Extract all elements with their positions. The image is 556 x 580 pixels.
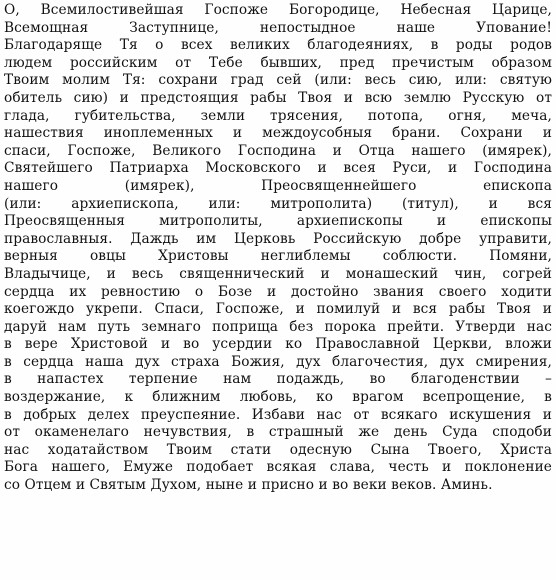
prayer-line: Преосвященныя митрополиты, архиепископы и епископы	[4, 213, 552, 230]
prayer-line: обитель сию) и предстоящия рабы Твоя и всю землю Русскую от	[4, 89, 552, 106]
prayer-line-final: со Отцем и Святым Духом, ныне и присно и во веки веков. Аминь.	[4, 477, 493, 494]
prayer-line: спаси, Госпоже, Великого Господина и Отца нашего (имярек),	[4, 142, 552, 159]
prayer-line: глада, губительства, земли трясения, потопа, огня, меча,	[4, 107, 552, 124]
prayer-line: в добрых делех преуспеяние. Избави нас от всякаго искушения и	[4, 406, 552, 423]
prayer-line: Благодаряще Тя о всех великих благодеяниях, в роды родов	[4, 37, 552, 54]
prayer-line: даруй нам путь земнаго поприща без порока прейти. Утверди нас	[4, 318, 552, 335]
prayer-line: сердца их ревностию о Бозе и достойно звания своего ходити	[4, 283, 552, 300]
prayer-line: нас ходатайством Твоим стати одесную Сына Твоего, Христа	[4, 441, 552, 458]
prayer-line: Бога нашего, Емуже подобает всякая слава, честь и поклонение	[4, 459, 552, 476]
prayer-line: людем российским от Тебе бывших, пред пречистым образом	[4, 54, 552, 71]
prayer-line: от окаменелаго нечувствия, в страшный же день Суда сподоби	[4, 424, 552, 441]
prayer-line: в вере Христовой и во усердии ко Православной Церкви, вложи	[4, 336, 552, 353]
prayer-line: нашего (имярек), Преосвященнейшего епископа	[4, 177, 552, 194]
prayer-line: Всемощная Заступнице, непостыдное наше Упование!	[4, 19, 552, 36]
prayer-line: (или: архиепископа, или: митрополита) (титул), и вся	[4, 195, 552, 212]
prayer-line: нашествия иноплеменных и междоусобныя брани. Сохрани и	[4, 125, 552, 142]
prayer-line: в сердца наша дух страха Божия, дух благочестия, дух смирения,	[4, 353, 552, 370]
prayer-line: О, Всемилостивейшая Госпоже Богородице, Небесная Царице,	[4, 2, 552, 18]
prayer-line: коегождо укрепи. Спаси, Госпоже, и помилуй и вся рабы Твоя и	[4, 301, 552, 318]
prayer-line: православныя. Даждь им Церковь Российскую добре управити,	[4, 230, 552, 247]
prayer-line: воздержание, к ближним любовь, ко врагом всепрощение, в	[4, 389, 552, 406]
prayer-line: Святейшего Патриарха Московского и всея Руси, и Господина	[4, 160, 552, 177]
prayer-line: в напастех терпение нам подаждь, во благоденствии –	[4, 371, 552, 388]
prayer-line: Владычице, и весь священнический и монашеский чин, согрей	[4, 265, 552, 282]
prayer-line: верныя овцы Христовы неглиблемы соблюсти. Помяни,	[4, 248, 552, 265]
prayer-line: Твоим молим Тя: сохрани град сей (или: весь сию, или: святую	[4, 72, 552, 89]
